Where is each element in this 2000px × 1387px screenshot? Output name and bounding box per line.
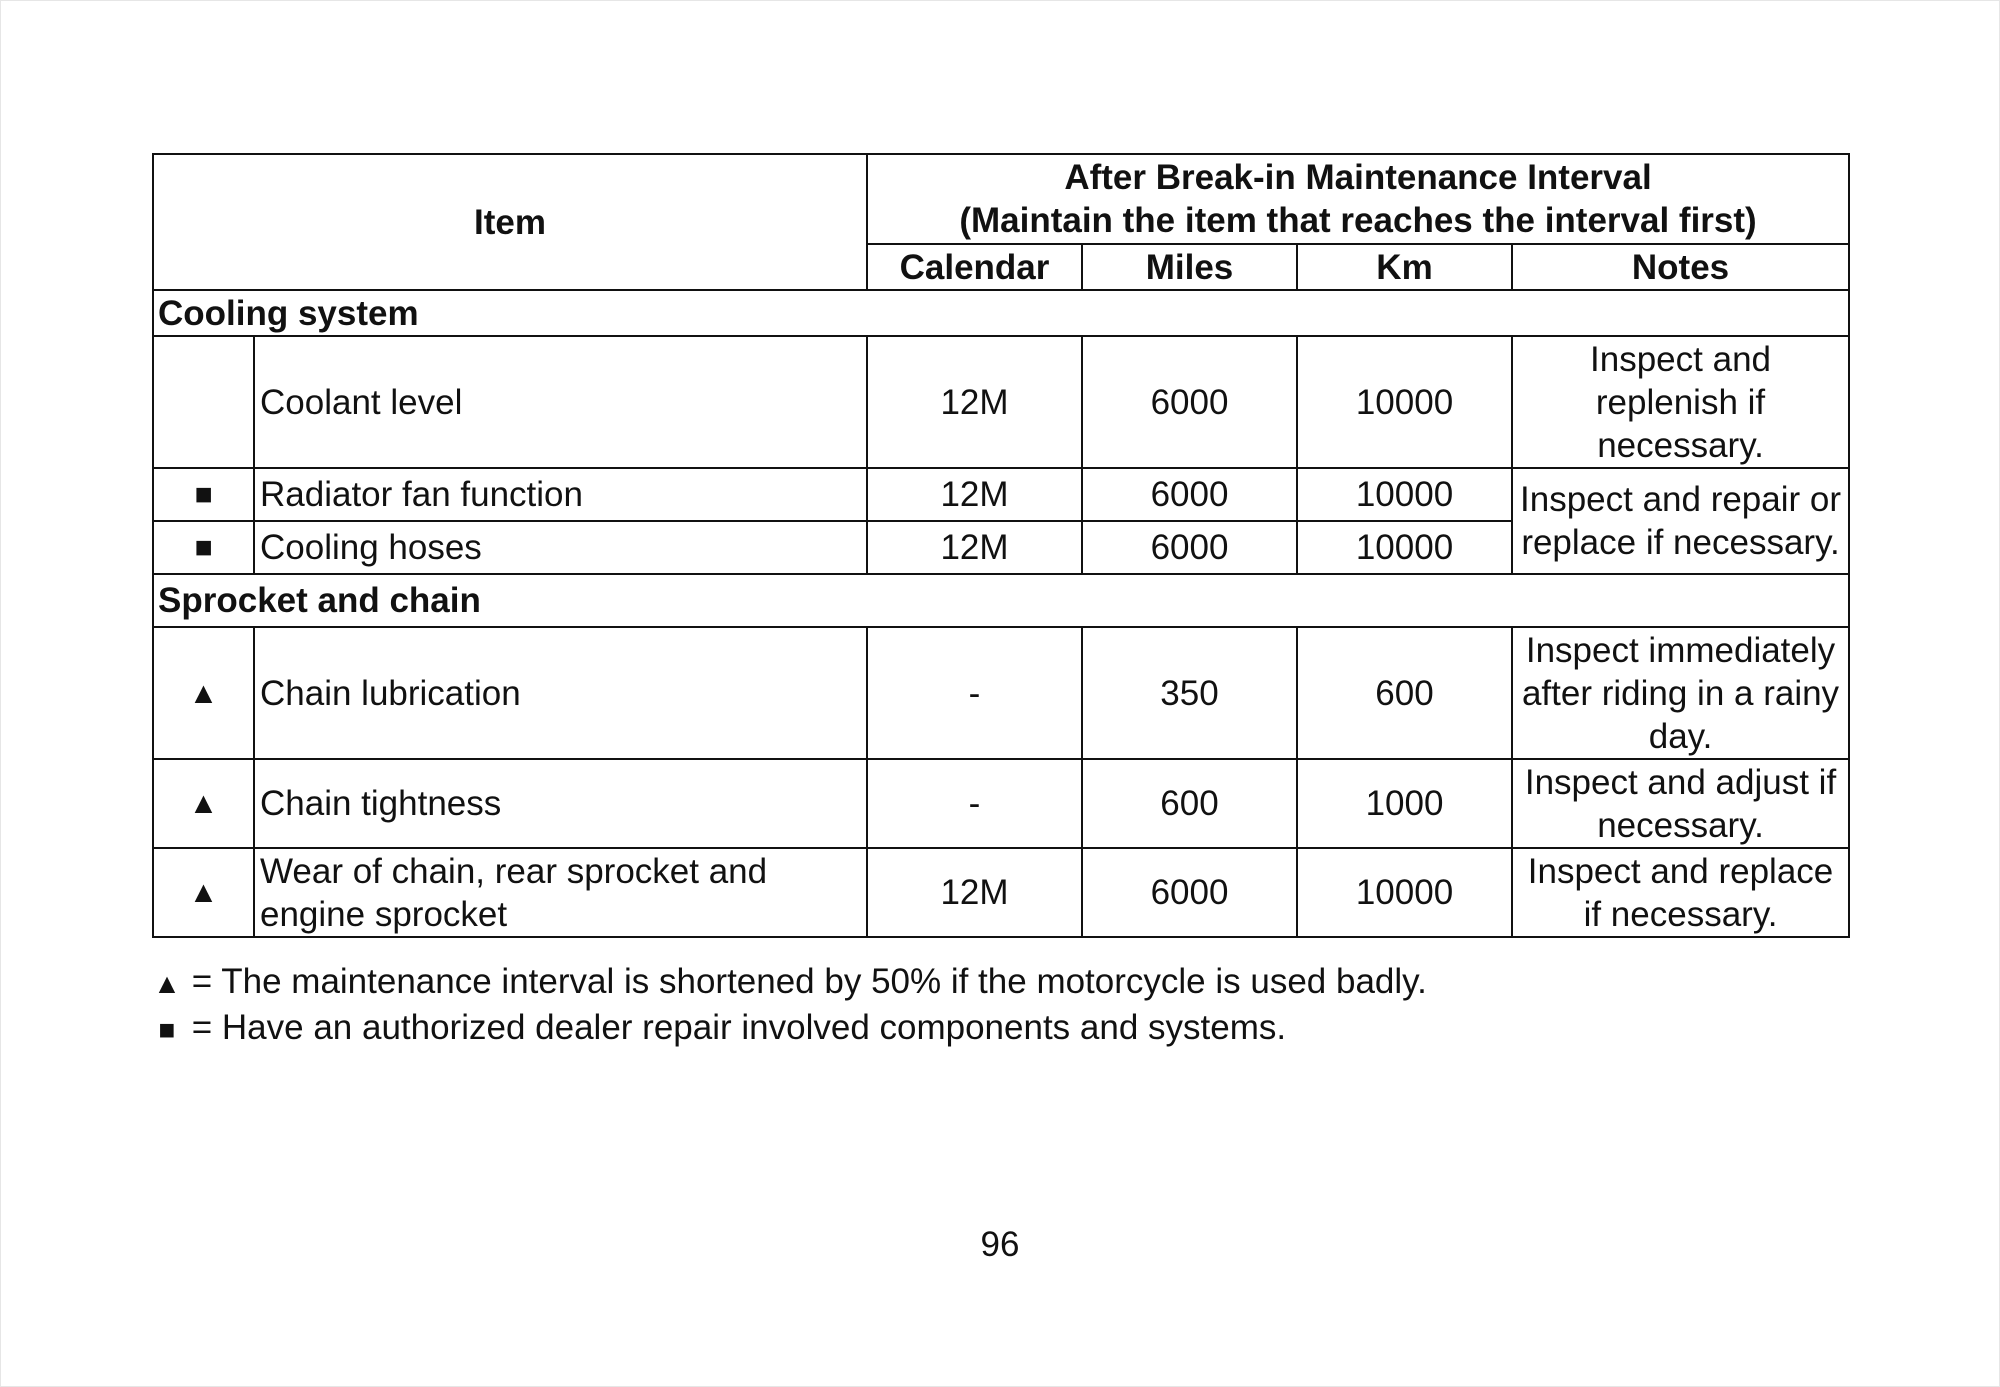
row-miles: 6000 — [1082, 848, 1297, 937]
section-title: Sprocket and chain — [153, 574, 1849, 627]
row-item: Chain lubrication — [254, 627, 867, 759]
header-notes: Notes — [1512, 244, 1849, 290]
header-interval-title-line2: (Maintain the item that reaches the interval first) — [959, 201, 1757, 240]
header-row-1 — [153, 154, 1849, 244]
row-notes: Inspect and repair or replace if necessary. — [1512, 468, 1849, 574]
square-symbol-icon: ■ — [153, 521, 254, 574]
section-row-sprocket — [153, 574, 1849, 627]
triangle-symbol-icon: ▲ — [153, 848, 254, 937]
row-km: 600 — [1297, 627, 1512, 759]
header-item: Item — [153, 154, 867, 290]
row-miles: 350 — [1082, 627, 1297, 759]
row-item: Wear of chain, rear sprocket and engine sprocket — [254, 848, 867, 937]
page-number: 96 — [980, 1225, 1020, 1264]
row-calendar: 12M — [867, 848, 1082, 937]
row-item: Cooling hoses — [254, 521, 867, 574]
row-km: 10000 — [1297, 521, 1512, 574]
row-symbol — [153, 336, 254, 468]
footnote-triangle — [152, 960, 1427, 1006]
row-calendar: - — [867, 759, 1082, 848]
row-item: Chain tightness — [254, 759, 867, 848]
table-row — [153, 468, 1849, 521]
row-calendar: 12M — [867, 521, 1082, 574]
header-calendar: Calendar — [867, 244, 1082, 290]
footnotes — [152, 960, 1427, 1052]
maintenance-table — [152, 153, 1850, 938]
header-interval-title-line1: After Break-in Maintenance Interval — [1064, 158, 1652, 197]
row-calendar: 12M — [867, 336, 1082, 468]
row-miles: 6000 — [1082, 336, 1297, 468]
square-icon: ■ — [158, 1014, 176, 1045]
row-km: 10000 — [1297, 468, 1512, 521]
row-notes: Inspect and adjust if necessary. — [1512, 759, 1849, 848]
header-km: Km — [1297, 244, 1512, 290]
triangle-icon: ▲ — [153, 968, 181, 999]
row-calendar: 12M — [867, 468, 1082, 521]
table-row — [153, 848, 1849, 937]
table-row — [153, 627, 1849, 759]
triangle-symbol-icon: ▲ — [153, 627, 254, 759]
row-notes: Inspect and replace if necessary. — [1512, 848, 1849, 937]
footnote-square — [152, 1006, 1427, 1052]
row-item: Radiator fan function — [254, 468, 867, 521]
triangle-symbol-icon: ▲ — [153, 759, 254, 848]
header-interval-title — [867, 154, 1849, 244]
table-row — [153, 759, 1849, 848]
row-miles: 6000 — [1082, 468, 1297, 521]
row-km: 10000 — [1297, 848, 1512, 937]
table-row — [153, 336, 1849, 468]
section-row-cooling — [153, 290, 1849, 336]
row-item: Coolant level — [254, 336, 867, 468]
row-notes: Inspect immediately after riding in a rainy day. — [1512, 627, 1849, 759]
footnote-text: = Have an authorized dealer repair involved components and systems. — [182, 1008, 1287, 1047]
row-km: 1000 — [1297, 759, 1512, 848]
header-miles: Miles — [1082, 244, 1297, 290]
section-title: Cooling system — [153, 290, 1849, 336]
square-symbol-icon: ■ — [153, 468, 254, 521]
row-calendar: - — [867, 627, 1082, 759]
row-notes: Inspect and replenish if necessary. — [1512, 336, 1849, 468]
footnote-text: = The maintenance interval is shortened by 50% if the motorcycle is used badly. — [182, 962, 1427, 1001]
row-km: 10000 — [1297, 336, 1512, 468]
row-miles: 600 — [1082, 759, 1297, 848]
row-miles: 6000 — [1082, 521, 1297, 574]
